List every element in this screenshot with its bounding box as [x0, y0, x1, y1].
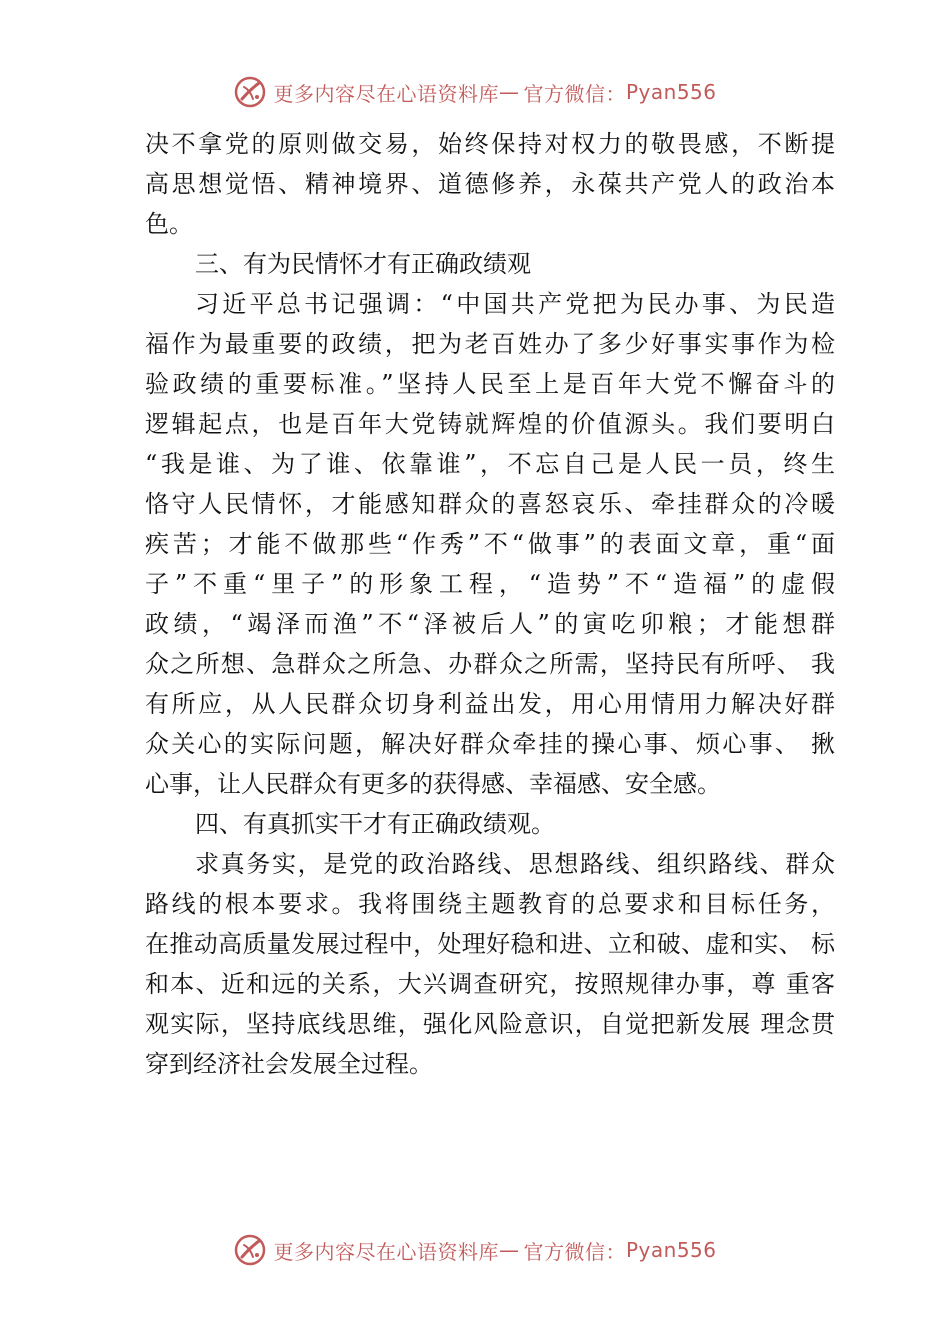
body-line: 众关心的实际问题，解决好群众牵挂的操心事、烦心事、 揪 — [145, 730, 835, 758]
body-line: 众之所想、急群众之所急、办群众之所需，坚持民有所呼、 我 — [145, 650, 835, 678]
footer-watermark — [0, 1230, 950, 1270]
watermark-text: 更多内容尽在心语资料库 — [273, 81, 499, 106]
body-line: 有所应，从人民群众切身利益出发，用心用情用力解决好群 — [145, 690, 835, 718]
body-line: 色。 — [145, 210, 193, 238]
watermark-text: 更多内容尽在心语资料库 — [273, 1239, 499, 1264]
body-line: 决不拿党的原则做交易，始终保持对权力的敬畏感，不断提 — [145, 130, 835, 158]
body-line: 穿到经济社会发展全过程。 — [145, 1050, 433, 1078]
document-body — [145, 124, 835, 1084]
section-heading-3: 三、有为民情怀才有正确政绩观 — [195, 250, 531, 278]
body-line: 和本、近和远的关系，大兴调查研究，按照规律办事，尊 重客 — [145, 970, 835, 998]
body-line: 心事，让人民群众有更多的获得感、幸福感、安全感。 — [145, 770, 721, 798]
header-watermark — [0, 72, 950, 112]
body-line: 恪守人民情怀，才能感知群众的喜怒哀乐、牵挂群众的冷暖 — [145, 490, 835, 518]
body-line: 在推动高质量发展过程中，处理好稳和进、立和破、虚和实、 标 — [145, 930, 835, 958]
body-line: 习近平总书记强调：“中国共产党把为民办事、为民造 — [195, 290, 835, 318]
body-line: 逻辑起点，也是百年大党铸就辉煌的价值源头。我们要明白 — [145, 410, 835, 438]
watermark-wechat-label: 官方微信： — [523, 1239, 626, 1264]
body-line: 求真务实，是党的政治路线、思想路线、组织路线、群众 — [195, 850, 835, 878]
watermark-wechat-id: Pyan556 — [625, 1238, 717, 1262]
watermark-wechat-id: Pyan556 — [625, 80, 717, 104]
watermark-dash: — — [498, 80, 520, 104]
body-line: 政绩，“竭泽而渔”不“泽被后人”的寅吃卯粮；才能想群 — [145, 610, 835, 638]
body-line: 路线的根本要求。我将围绕主题教育的总要求和目标任务， — [145, 890, 835, 918]
watermark-wechat-label: 官方微信： — [523, 81, 626, 106]
watermark-dash: — — [498, 1238, 520, 1262]
body-line: 验政绩的重要标准。”坚持人民至上是百年大党不懈奋斗的 — [145, 370, 835, 398]
brush-logo-icon — [233, 75, 267, 109]
brush-logo-icon — [233, 1233, 267, 1267]
body-line: 子”不重“里子”的形象工程，“造势”不“造福”的虚假 — [145, 570, 835, 598]
body-line: “我是谁、为了谁、依靠谁”，不忘自己是人民一员，终生 — [145, 450, 835, 478]
body-line: 疾苦；才能不做那些“作秀”不“做事”的表面文章，重“面 — [145, 530, 835, 558]
body-line: 高思想觉悟、精神境界、道德修养，永葆共产党人的政治本 — [145, 170, 835, 198]
section-heading-4: 四、有真抓实干才有正确政绩观。 — [195, 810, 555, 838]
body-line: 福作为最重要的政绩，把为老百姓办了多少好事实事作为检 — [145, 330, 835, 358]
body-line: 观实际，坚持底线思维，强化风险意识，自觉把新发展 理念贯 — [145, 1010, 835, 1038]
